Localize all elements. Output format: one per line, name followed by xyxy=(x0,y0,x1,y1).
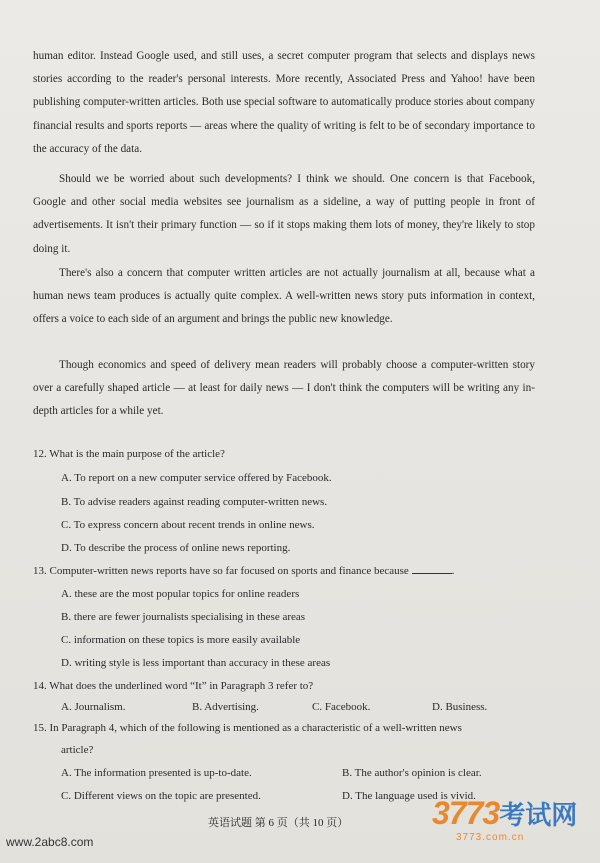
question-15-option-b: B. The author's opinion is clear. xyxy=(342,767,482,779)
question-13-option-c: C. information on these topics is more easily available xyxy=(61,634,301,646)
question-14-option-c: C. Facebook. xyxy=(312,701,371,713)
question-14-option-d: D. Business. xyxy=(432,701,488,713)
watermark-url: 3773.com.cn xyxy=(456,832,525,843)
question-13-line xyxy=(33,565,454,577)
question-15-option-d: D. The language used is vivid. xyxy=(342,790,476,802)
question-12-option-b: B. To advise readers against reading computer-written news. xyxy=(61,496,328,508)
watermark-logo-number: 3773 xyxy=(432,795,500,831)
article-paragraph-1: human editor. Instead Google used, and still uses, a secret computer program that selects and displays news stories according to the reader's personal interests. More recently, Associated Press and Yahoo! have been publishing computer-written articles. Both use special software to automatically produce stories about company financial results and sports reports — areas where the quality of writing is felt to be of secondary importance to the accuracy of the data. xyxy=(33,50,535,155)
question-13-option-d: D. writing style is less important than accuracy in these areas xyxy=(61,657,331,669)
question-15-option-a: A. The information presented is up-to-date. xyxy=(61,767,252,779)
question-15-stem-cont: article? xyxy=(61,744,94,756)
question-14-option-b: B. Advertising. xyxy=(192,701,259,713)
question-12-option-a: A. To report on a new computer service offered by Facebook. xyxy=(61,472,332,484)
watermark-logo xyxy=(432,795,577,832)
article-paragraph-2: Should we be worried about such developments? I think we should. One concern is that Facebook, Google and other social media websites see journalism as a sideline, a way of putting people in front of advertisements. It isn't their primary function — so if it stops making them lots of money, they're likely to stop doing it. xyxy=(33,173,535,255)
question-14-option-a: A. Journalism. xyxy=(61,701,126,713)
watermark-left: www.2abc8.com xyxy=(6,835,94,849)
question-12-option-c: C. To express concern about recent trends in online news. xyxy=(61,519,315,531)
question-15-option-c: C. Different views on the topic are presented. xyxy=(61,790,261,802)
question-12-stem: 12. What is the main purpose of the article? xyxy=(33,448,225,460)
question-13-option-a: A. these are the most popular topics for online readers xyxy=(61,588,300,600)
article-paragraph-4: Though economics and speed of delivery mean readers will probably choose a computer-written story over a carefully shaped article — at least for daily news — I don't think the computers will be writing any in-depth articles for a while yet. xyxy=(33,359,535,418)
question-13-stem: 13. Computer-written news reports have so far focused on sports and finance because xyxy=(33,565,409,577)
question-13-option-b: B. there are fewer journalists specialising in these areas xyxy=(61,611,306,623)
question-13-end: . xyxy=(451,565,455,577)
question-15-stem: 15. In Paragraph 4, which of the following is mentioned as a characteristic of a well-written news xyxy=(33,722,462,734)
question-14-stem: 14. What does the underlined word “It” in Paragraph 3 refer to? xyxy=(33,680,314,692)
article-paragraph-3: There's also a concern that computer written articles are not actually journalism at all, because what a human news team produces is actually quite complex. A well-written news story puts information in context, offers a voice to each side of an argument and brings the public new knowledge. xyxy=(33,267,535,326)
answer-blank xyxy=(412,565,452,574)
page-footer: 英语试题 第 6 页（共 10 页） xyxy=(208,817,349,829)
watermark-logo-text: 考试网 xyxy=(499,801,578,831)
question-12-option-d: D. To describe the process of online news reporting. xyxy=(61,542,291,554)
